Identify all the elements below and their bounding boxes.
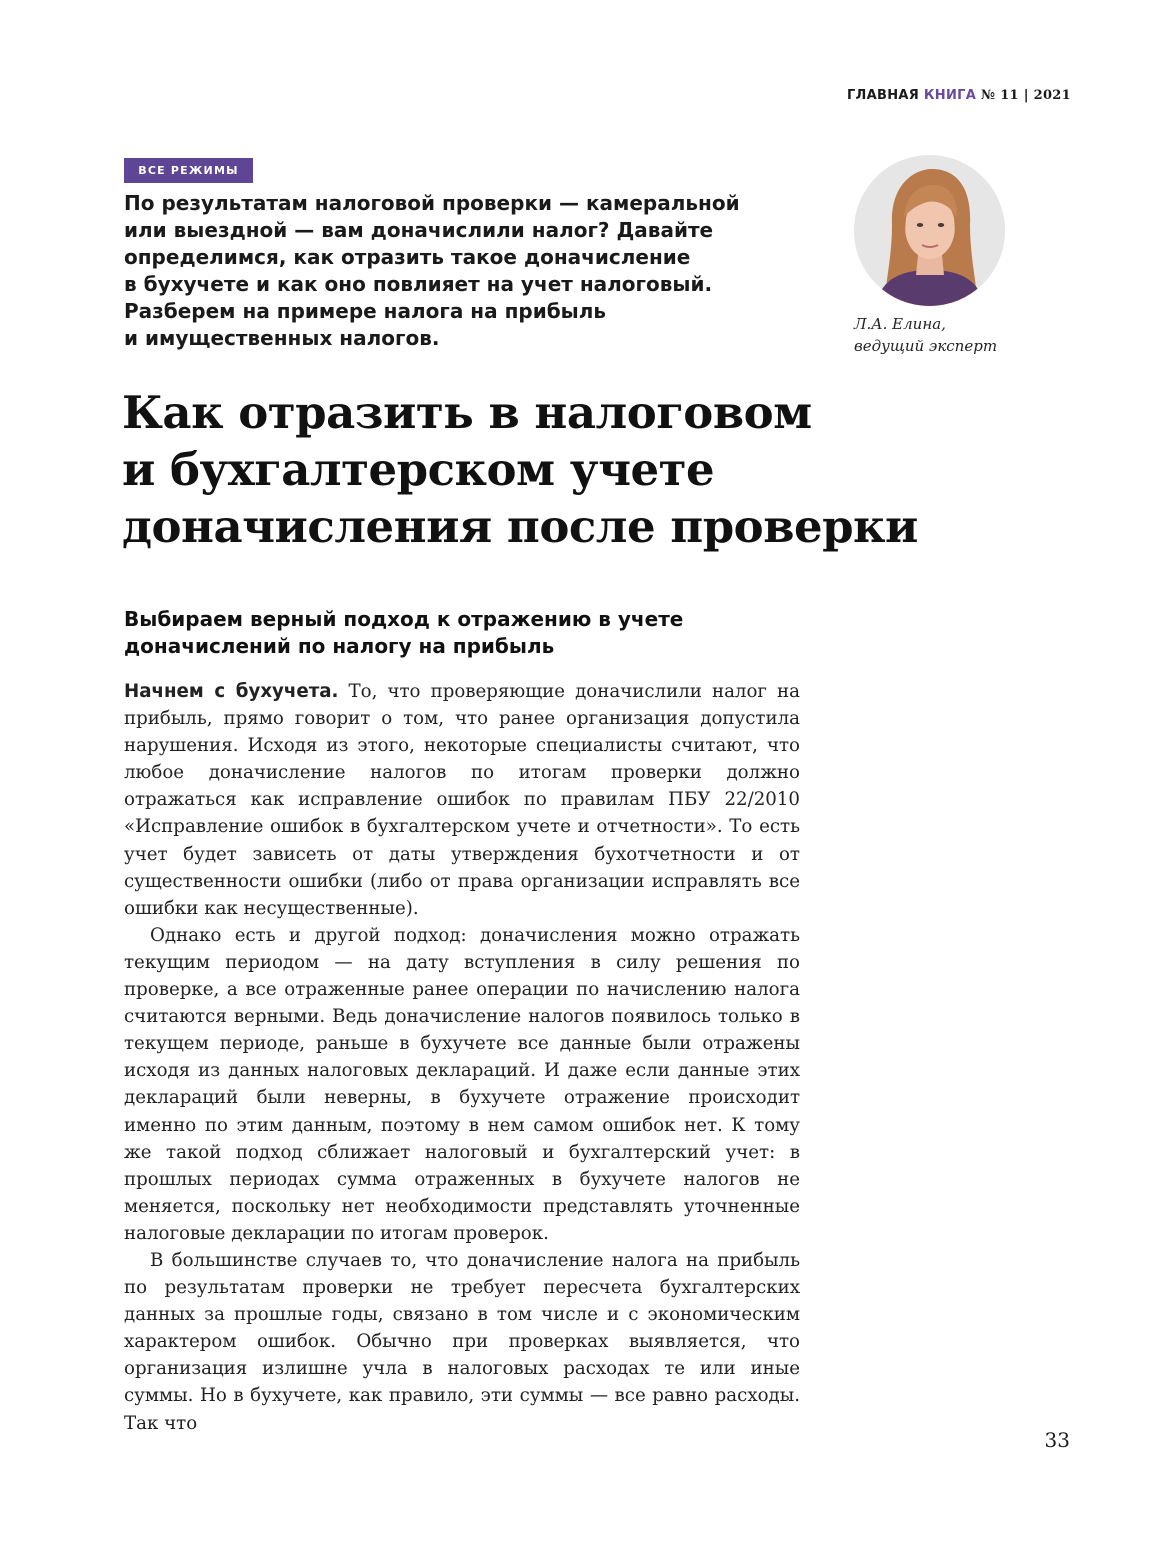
paragraph-lead-in: Начнем с бухучета. [124, 681, 339, 702]
magazine-name-glavnaya: ГЛАВНАЯ [846, 88, 920, 103]
lead-line: в бухучете и как оно повлияет на учет налоговый. [124, 272, 713, 296]
paragraph-text: То, что проверяющие доначислили налог на прибыль, прямо говорит о том, что ранее организация допустила нарушения. Исходя из этого, некоторые специалисты считают, что любое доначисление налогов по итогам проверки должно отражаться как исправление ошибок по правилам ПБУ 22/2010 «Исправление ошибок в бухгалтерском учете и отчетности». То есть учет будет зависеть от даты утверждения бухотчетности и от существенности ошибки (либо от права организации исправлять все ошибки как несущественные). [124, 681, 800, 919]
author-caption [854, 313, 997, 357]
title-line: доначисления после проверки [122, 500, 918, 553]
body-paragraph-2: Однако есть и другой подход: доначисления можно отражать текущим периодом — на дату вступления в силу решения по проверке, а все отраженные ранее операции по начислению налога считаются верными. Ведь доначисление налогов появилось только в текущем периоде, раньше в бухучете все данные были отражены исходя из данных налоговых деклараций. И даже если данные этих деклараций были неверны, в бухучете отражение происходит именно по этим данным, поэтому в нем самом ошибок нет. К тому же такой подход сближает налоговый и бухгалтерский учет: в прошлых периодах сумма отраженных в бухучете налогов не меняется, поскольку нет необходимости представлять уточненные налоговые декларации по итогам проверок. [124, 924, 800, 1244]
body-paragraph-1 [124, 678, 800, 922]
author-photo [854, 155, 1005, 306]
title-line: Как отразить в налоговом [122, 386, 812, 439]
article-body [124, 678, 800, 1437]
page-number: 33 [1044, 1428, 1070, 1452]
subtitle-line: доначислений по налогу на прибыль [124, 634, 555, 658]
subtitle-line: Выбираем верный подход к отражению в учете [124, 607, 684, 631]
article-title [122, 384, 918, 555]
lead-line: Разберем на примере налога на прибыль [124, 299, 607, 323]
title-line: и бухгалтерском учете [122, 443, 715, 496]
issue-year: 2021 [1033, 88, 1071, 103]
lead-line: или выездной — вам доначислили налог? Давайте [124, 218, 714, 242]
lead-line: определимся, как отразить такое доначисление [124, 245, 691, 269]
lead-line: и имущественных налогов. [124, 326, 440, 350]
magazine-name-kniga: КНИГА [923, 88, 977, 103]
author-role: ведущий эксперт [854, 337, 998, 355]
magazine-header [847, 88, 1071, 103]
body-paragraph-3: В большинстве случаев то, что доначисление налога на прибыль по результатам проверки не требует пересчета бухгалтерских данных за прошлые годы, связано в том числе и с экономическим характером ошибок. Обычно при проверках выявляется, что организация излишне учла в налоговых расходах те или иные суммы. Но в бухучете, как правило, эти суммы — все равно расходы. Так что [124, 1249, 800, 1434]
section-subtitle [124, 606, 683, 660]
author-portrait-image [854, 155, 1005, 306]
header-separator: | [1023, 88, 1029, 103]
author-name: Л.А. Елина, [854, 315, 946, 333]
lead-paragraph [124, 190, 764, 352]
lead-line: По результатам налоговой проверки — камеральной [124, 191, 740, 215]
issue-number: № 11 [980, 88, 1019, 103]
category-tag: ВСЕ РЕЖИМЫ [124, 158, 253, 183]
